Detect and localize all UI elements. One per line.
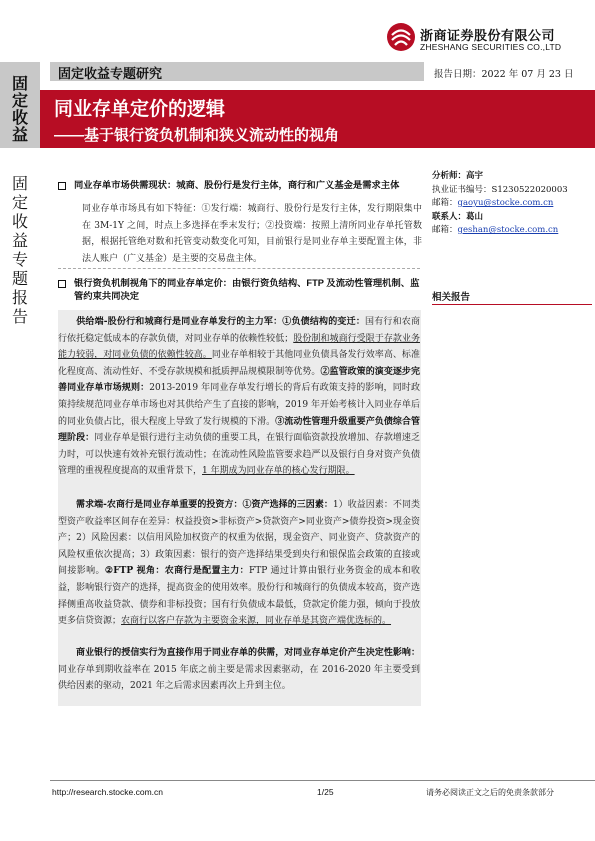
company-name-cn: 浙商证券股份有限公司 — [420, 28, 556, 43]
sidebar-tab-label: 固定收益 — [11, 76, 28, 144]
cert-number: S1230522020003 — [491, 184, 568, 195]
analyst-label: 分析师： — [432, 171, 467, 181]
summary-paragraph-1: 同业存单市场具有如下特征：①发行端：城商行、股份行是发行主体，发行期限集中在 3M-1Y 之间，时点上多选择在季末发行；②投资端：按照上清所同业存单托管数据，根据托管绝对数和托管变动数变化可知，目前银行是同业存单主要配置主体，非法人账户（广义基金）是主要的交易盘主体。 — [82, 204, 422, 264]
demand-paragraph: 需求端-农商行是同业存单重要的投资方：①资产选择的三因素：1）收益因素：不同类型资产收益率区间存在差异：权益投资>非标资产>贷款资产>同业资产>债券投资>现金资产；2）风险因素：以信用风险加权资产的权重为依据，现金资产、同业资产、贷款资产的风险权重依次提高；3）政策因素：银行的资产选择结果受到央行和银保监会政策的直接或间接影响。②FTP 视角：农商行是配置主力：FTP 通过计算由银行业务资金的成本和收益，影响银行资产的选择，提高资金的使用效率。股份行和城商行的负债成本较高，资产选择侧重高收益贷款、债券和非标投资；国有行负债成本最低，贷款定价能力强，倾向于投放更多信贷资源；农商行以客户存款为主要资金来源，同业存单是其资产端优选标的。 — [58, 500, 420, 627]
sidebar-vertical-label: 固定收益专题报告 — [11, 176, 28, 326]
bullet-square-icon — [58, 182, 66, 190]
bullet-square-icon — [58, 280, 66, 288]
summary-heading-2: 银行资负机制视角下的同业存单定价：由银行资负结构、FTP 及流动性管理机制、监管约束共同决定 — [74, 278, 420, 301]
page-title: 同业存单定价的逻辑 — [54, 99, 226, 120]
page-number: 1/25 — [317, 787, 334, 797]
related-reports-divider — [432, 304, 592, 305]
report-category: 固定收益专题研究 — [58, 66, 163, 81]
analyst-email-link[interactable]: gaoyu@stocke.com.cn — [457, 198, 554, 208]
contact-name: 葛山 — [466, 211, 484, 222]
divider — [58, 268, 420, 269]
footer-divider — [50, 780, 595, 781]
page-subtitle: ——基于银行资负机制和狭义流动性的视角 — [54, 127, 340, 144]
analyst-name: 高宇 — [466, 171, 484, 181]
analyst-info — [432, 170, 592, 238]
footer-url-link[interactable]: http://research.stocke.com.cn — [52, 787, 164, 797]
summary-heading-1: 同业存单市场供需现状：城商、股份行是发行主体，商行和广义基金是需求主体 — [74, 180, 400, 190]
contact-email-label: 邮箱： — [432, 225, 458, 235]
report-date: 报告日期：2022 年 07 月 23 日 — [434, 69, 574, 80]
cert-label: 执业证书编号： — [432, 184, 492, 195]
supply-paragraph: 供给端-股份行和城商行是同业存单发行的主力军：①负债结构的变迁：国有行和农商行依托稳定低成本的存款负债，对同业存单的依赖性较低；股份制和城商行受限于存款业务能力较弱，对同业负债的依赖性较高。同业存单相较于其他同业负债具备发行效率高、标准化程度高、流动性好、不受存款规模和抵质押品规模限制等优势。②监管政策的演变逐步完善同业存单市场规则：2013-2019 年同业存单发行增长的背后有政策支持的影响，同时政策持续规范同业存单市场也对其供给产生了直接的影响，2019 年开始考核计入同业存单后的同业负债占比，很大程度上导致了发行规模的下滑。③流动性管理升级重要产负债综合管理阶段：同业存单是银行进行主动负债的重要工具，在银行面临资款投放增加、存款增速乏力时，可以快速有效补充银行流动性；在流动性风险监管要求趋严以及银行自身对资产负债管理的重视程度提高的双重背景下，1 年期成为同业存单的核心发行期限。 — [58, 317, 420, 477]
email-label: 邮箱： — [432, 198, 458, 208]
footer-disclaimer: 请务必阅读正文之后的免责条款部分 — [426, 788, 554, 797]
contact-label: 联系人： — [432, 211, 467, 222]
company-name-en: ZHESHANG SECURITIES CO.,LTD — [420, 42, 562, 52]
related-reports-title: 相关报告 — [432, 292, 471, 303]
contact-email-link[interactable]: geshan@stocke.com.cn — [457, 225, 559, 235]
conclusion-paragraph: 商业银行的授信实行为直接作用于同业存单的供需，对同业存单定价产生决定性影响：同业存单到期收益率在 2015 年底之前主要是需求因素驱动，在 2016-2020 年主要受到供给因素的驱动，2021 年之后需求因素再次上升到主位。 — [58, 648, 420, 692]
zheshang-logo-icon — [386, 22, 416, 52]
